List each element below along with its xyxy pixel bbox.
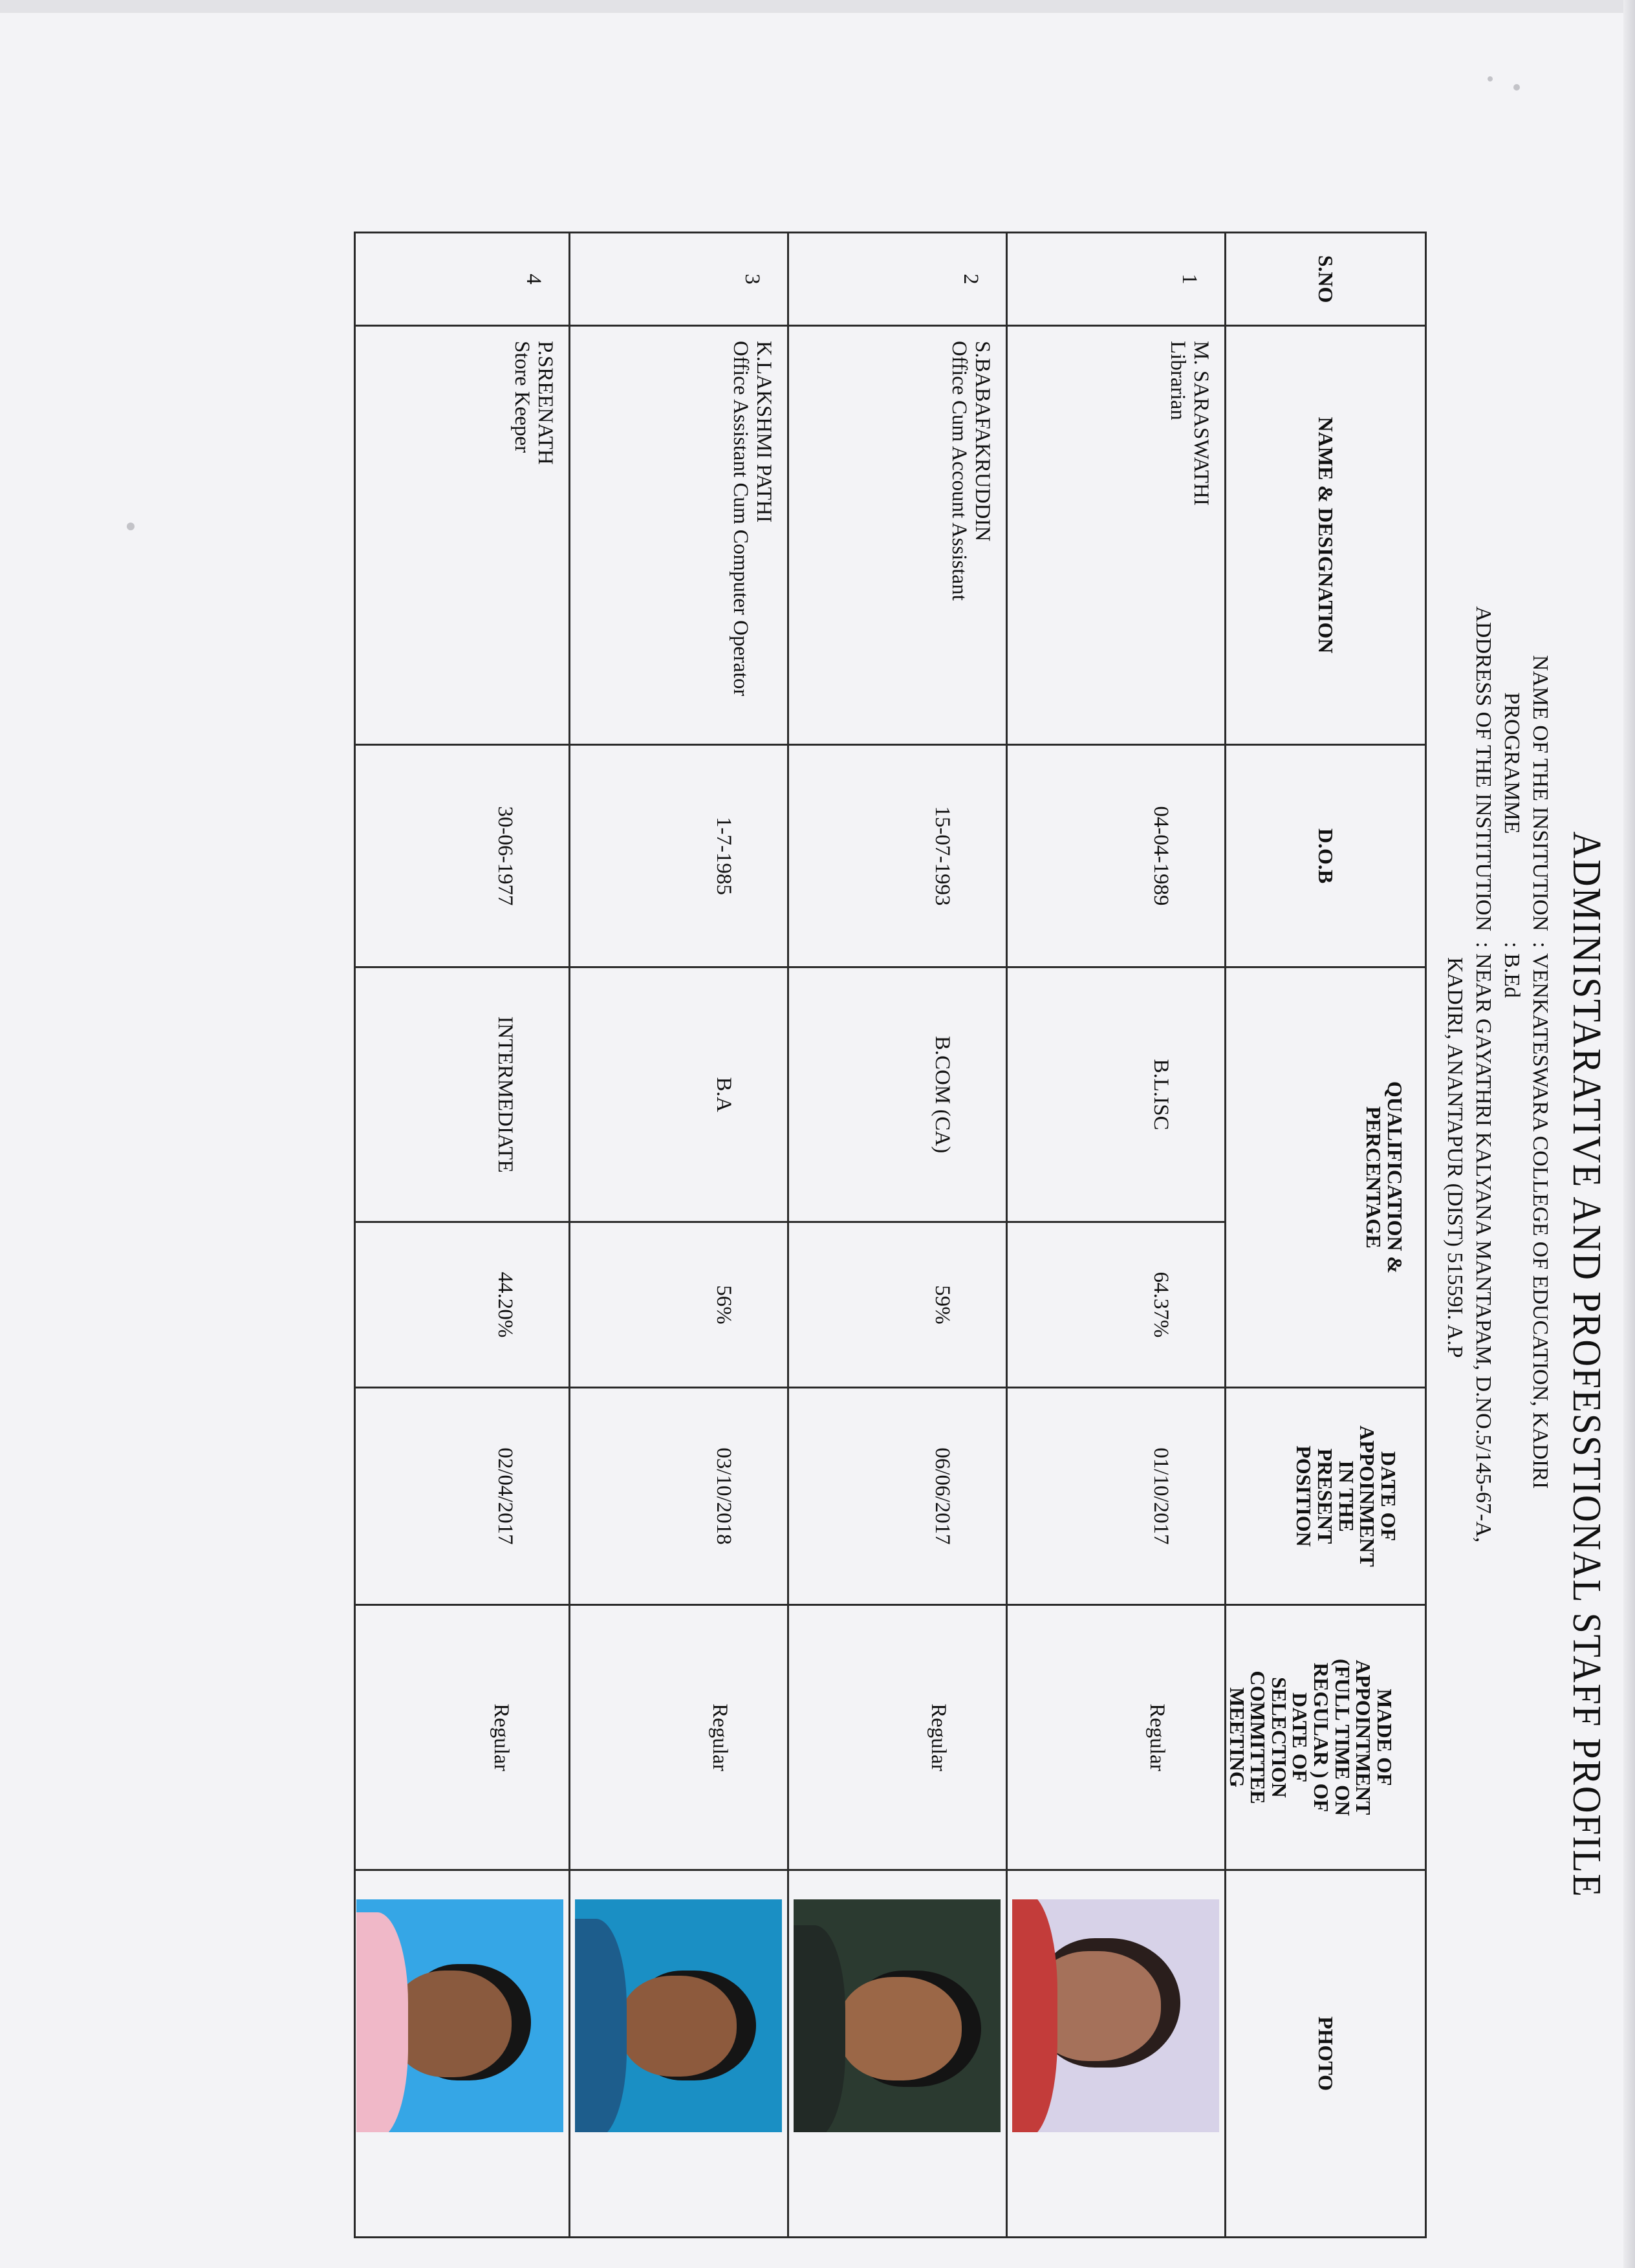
row-sno: 3 [570,233,788,326]
address-line-1: NEAR GAYATHRI KALYANA MANTAPAM, D.NO.5/145-67-A, [1471,953,1495,1543]
address-label: ADDRESS OF THE INSTITUTION [1471,606,1495,931]
col-header-date-appointment-text: DATE OF APPOINMENT IN THE PRESENT POSITION [1292,1425,1400,1567]
row-name-designation [788,326,1007,745]
staff-name: K.LAKSHMI PATHI [752,341,775,523]
row-photo-cell [355,1870,570,2238]
row-dob: 15-07-1993 [788,745,1007,967]
row-mode: Regular [570,1605,788,1870]
row-sno: 2 [788,233,1007,326]
staff-photo [1012,1899,1219,2132]
row-date-appointment: 01/10/2017 [1007,1388,1226,1605]
row-qualification: B.COM (CA) [788,967,1007,1222]
staff-photo [794,1899,1001,2132]
table-row [570,233,788,2238]
row-photo-cell [570,1870,788,2238]
programme-label: PROGRAMME [1500,692,1524,834]
staff-name: M. SARASWATHI [1189,341,1213,506]
row-percentage: 44.20% [355,1222,570,1388]
col-header-name: NAME & DESIGNATION [1226,326,1426,745]
row-date-appointment: 02/04/2017 [355,1388,570,1605]
col-header-mode-appointment-text: MADE OF APPOINTMENT (FULL TIME ON REGULAR ) OF DATE OF SELECTION COMMITTEE MEETING [1225,1659,1396,1816]
table-header-row [1226,233,1426,2238]
col-header-qualification [1226,967,1426,1388]
institution-name-row: NAME OF THE INSITUTION:VENKATESWARA COLLEGE OF EDUCATION, KADIRI [1528,595,1552,1489]
row-percentage: 64.37% [1007,1222,1226,1388]
row-name-designation [355,326,570,745]
staff-designation: Office Assistant Cum Computer Operator [728,341,752,697]
row-date-appointment: 03/10/2018 [570,1388,788,1605]
row-qualification: INTERMEDIATE [355,967,570,1222]
row-photo-cell [1007,1870,1226,2238]
row-percentage: 59% [788,1222,1007,1388]
row-mode: Regular [788,1605,1007,1870]
institution-name-value: VENKATESWARA COLLEGE OF EDUCATION, KADIRI [1528,953,1552,1489]
address-row: ADDRESS OF THE INSTITUTION:NEAR GAYATHRI KALYANA MANTAPAM, D.NO.5/145-67-A, KADIRI, ANANTAPUR (DIST) 51559I. A.P [1471,595,1495,1542]
row-mode: Regular [355,1605,570,1870]
row-photo-cell [788,1870,1007,2238]
address-line-2: KADIRI, ANANTAPUR (DIST) 51559I. A.P [1443,957,1467,1358]
row-sno: 4 [355,233,570,326]
row-qualification: B.A [570,967,788,1222]
table-row [355,233,570,2238]
staff-photo [575,1899,782,2132]
row-name-designation [570,326,788,745]
row-sno: 1 [1007,233,1226,326]
table-row [788,233,1007,2238]
staff-name: P.SREENATH [534,341,557,465]
staff-photo [356,1899,563,2132]
staff-designation: Store Keeper [510,341,534,453]
staff-designation: Librarian [1165,341,1189,420]
row-dob: 04-04-1989 [1007,745,1226,967]
row-mode: Regular [1007,1605,1226,1870]
row-date-appointment: 06/06/2017 [788,1388,1007,1605]
col-header-mode-appointment [1226,1605,1426,1870]
table-row [1007,233,1226,2238]
row-name-designation [1007,326,1226,745]
col-header-photo: PHOTO [1226,1870,1426,2238]
col-header-date-appointment [1226,1388,1426,1605]
col-header-dob: D.O.B [1226,745,1426,967]
row-dob: 1-7-1985 [570,745,788,967]
staff-table [354,232,1427,2238]
col-header-qualification-text: QUALIFICATION & PERCENTAGE [1362,1081,1407,1274]
document-title: ADMINISTARATIVE AND PROFESSTIONAL STAFF PROFILE [1565,831,1608,1898]
institution-name-label: NAME OF THE INSITUTION [1528,654,1552,931]
programme-row: PROGRAMME:B.Ed [1499,595,1524,998]
staff-name: S.BABAFAKRUDDIN [971,341,994,542]
row-dob: 30-06-1977 [355,745,570,967]
row-qualification: B.L.ISC [1007,967,1226,1222]
col-header-sno: S.NO [1226,233,1426,326]
programme-value: B.Ed [1500,953,1524,998]
staff-designation: Office Cum Account Assistant [947,341,971,601]
row-percentage: 56% [570,1222,788,1388]
